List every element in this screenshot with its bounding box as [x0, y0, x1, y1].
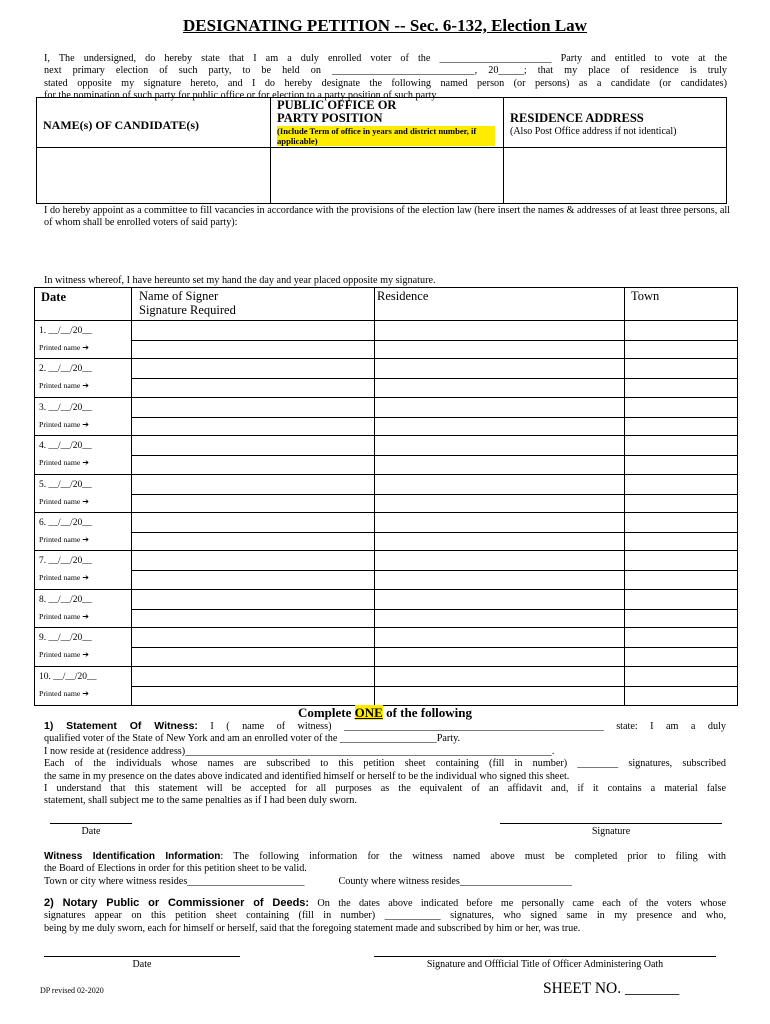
signature-row[interactable]	[35, 474, 737, 513]
sheet-number[interactable]: SHEET NO. _______	[543, 980, 680, 997]
signature-row[interactable]	[35, 397, 737, 436]
printed-name-label: Printed name ➔	[39, 611, 89, 621]
printed-name-label: Printed name ➔	[39, 343, 89, 352]
date-field[interactable]: 5. __/__/20__	[39, 479, 92, 490]
signature-row[interactable]	[35, 550, 737, 589]
complete-one-heading: Complete ONE of the following	[297, 705, 473, 720]
office-note: (Include Term of office in years and district number, if applicable)	[277, 126, 495, 146]
date-field[interactable]: 10. __/__/20__	[39, 671, 97, 682]
printed-name-label: Printed name ➔	[39, 496, 89, 506]
intro-line: I, The undersigned, do hereby state that I am a duly enrolled voter of the ______________________ Party and entitled to vote at the	[44, 53, 727, 64]
date-column-header: Date	[41, 290, 66, 304]
statement-heading: 1) Statement Of Witness:	[44, 720, 198, 732]
residence-field[interactable]	[503, 148, 726, 204]
date-field[interactable]: 4. __/__/20__	[39, 441, 92, 452]
notary-date-line[interactable]: Date	[44, 956, 240, 970]
notary-signature-line[interactable]: Signature and Offficial Title of Officer Administering Oath	[374, 956, 716, 970]
signature-row[interactable]	[35, 666, 737, 705]
office-field[interactable]	[270, 148, 503, 204]
printed-name-label: Printed name ➔	[39, 573, 89, 583]
residence-column-header: Residence	[377, 289, 429, 303]
printed-name-label: Printed name ➔	[39, 535, 89, 544]
printed-name-label: Printed name ➔	[39, 458, 89, 468]
signature-table	[34, 287, 738, 706]
signature-row[interactable]	[35, 512, 737, 551]
date-field[interactable]: 2. __/__/20__	[39, 364, 92, 375]
witness-signature-line[interactable]: Signature	[500, 823, 722, 837]
witness-statement: 1) Statement Of Witness: I ( name of witness) ___________________________________________________ state: I am a duly qualified voter of the State of New York and am an enrolled voter of the ___________________Party. I now reside at (residence address)________________________________________________________________________. Each of the individuals whose names are subscribed to this petition sheet containing (fill in number) ________ signatures, subscribed the same in my presence on the dates above indicated and identified himself or herself to be the individual who signed this sheet. I understand that this statement will be accepted for all purposes as the equivalent of an affidavit and, if it contains a material false statement, shall subject me to the same penalties as if I had been duly sworn.	[44, 720, 726, 807]
office-header: PUBLIC OFFICE OR PARTY POSITION (Include Term of office in years and district number, if applicable)	[270, 98, 503, 148]
printed-name-label: Printed name ➔	[39, 650, 89, 660]
date-field[interactable]: 8. __/__/20__	[39, 594, 92, 605]
signature-row[interactable]	[35, 435, 737, 474]
candidate-name-header: NAME(s) OF CANDIDATE(s)	[37, 98, 270, 148]
witness-town-field[interactable]: Town or city where witness resides_______________________	[44, 875, 305, 887]
intro-line: for the nomination of such party for public office or for election to a party position of such party.	[44, 89, 439, 101]
intro-line: stated opposite my signature hereto, and I do hereby designate the following named person (or persons) as a candidate (or candidates)	[44, 77, 727, 89]
residence-header: RESIDENCE ADDRESS (Also Post Office address if not identical)	[503, 98, 726, 148]
signature-row[interactable]	[35, 627, 737, 666]
notary-statement: 2) Notary Public or Commissioner of Deeds: On the dates above indicated before me personally came each of the voters whose signatures appear on this petition sheet containing (fill in number) ___________ signatures, who signed same in my presence and who, being by me duly sworn, each for himself or herself, said that the foregoing statement made and subscribed by him or her, was true.	[44, 897, 726, 934]
signature-row[interactable]	[35, 358, 737, 397]
witness-identification: Witness Identification Information: The following information for the witness named above must be completed prior to filing with the Board of Elections in order for this petition sheet to be valid. Town or city where witness resides_______________________ County where witness resides______________________	[44, 851, 726, 887]
petition-title: DESIGNATING PETITION -- Sec. 6-132, Election Law	[183, 16, 587, 35]
date-field[interactable]: 7. __/__/20__	[39, 556, 92, 567]
intro-line: next primary election of such party, to be held on ____________________________, 20_____; that my place of residence is truly	[44, 65, 727, 77]
notary-heading: 2) Notary Public or Commissioner of Deeds:	[44, 897, 310, 909]
printed-name-label: Printed name ➔	[39, 419, 89, 429]
printed-name-label: Printed name ➔	[39, 688, 89, 698]
printed-name-label: Printed name ➔	[39, 381, 89, 391]
date-field[interactable]: 9. __/__/20__	[39, 633, 92, 644]
signer-column-header: Name of Signer Signature Required	[139, 289, 236, 317]
signature-row[interactable]	[35, 589, 737, 628]
date-field[interactable]: 1. __/__/20__	[39, 326, 92, 336]
witness-county-field[interactable]: County where witness resides______________________	[338, 875, 572, 887]
signature-row[interactable]	[35, 320, 737, 359]
date-field[interactable]: 3. __/__/20__	[39, 402, 92, 413]
date-field[interactable]: 6. __/__/20__	[39, 518, 92, 528]
witness-whereof-text: In witness whereof, I have hereunto set my hand the day and year placed opposite my signature.	[44, 275, 436, 286]
candidate-name-field[interactable]	[37, 148, 270, 204]
candidate-table	[36, 97, 727, 204]
committee-text: I do hereby appoint as a committee to fill vacancies in accordance with the provisions of the election law (here insert the names & addresses of at least three persons, all of whom shall be enrolled voters of said party):	[44, 205, 730, 229]
town-column-header: Town	[631, 289, 660, 303]
witness-date-line[interactable]: Date	[50, 823, 132, 837]
intro-paragraph	[44, 53, 727, 102]
revision-label: DP revised 02-2020	[40, 986, 104, 995]
